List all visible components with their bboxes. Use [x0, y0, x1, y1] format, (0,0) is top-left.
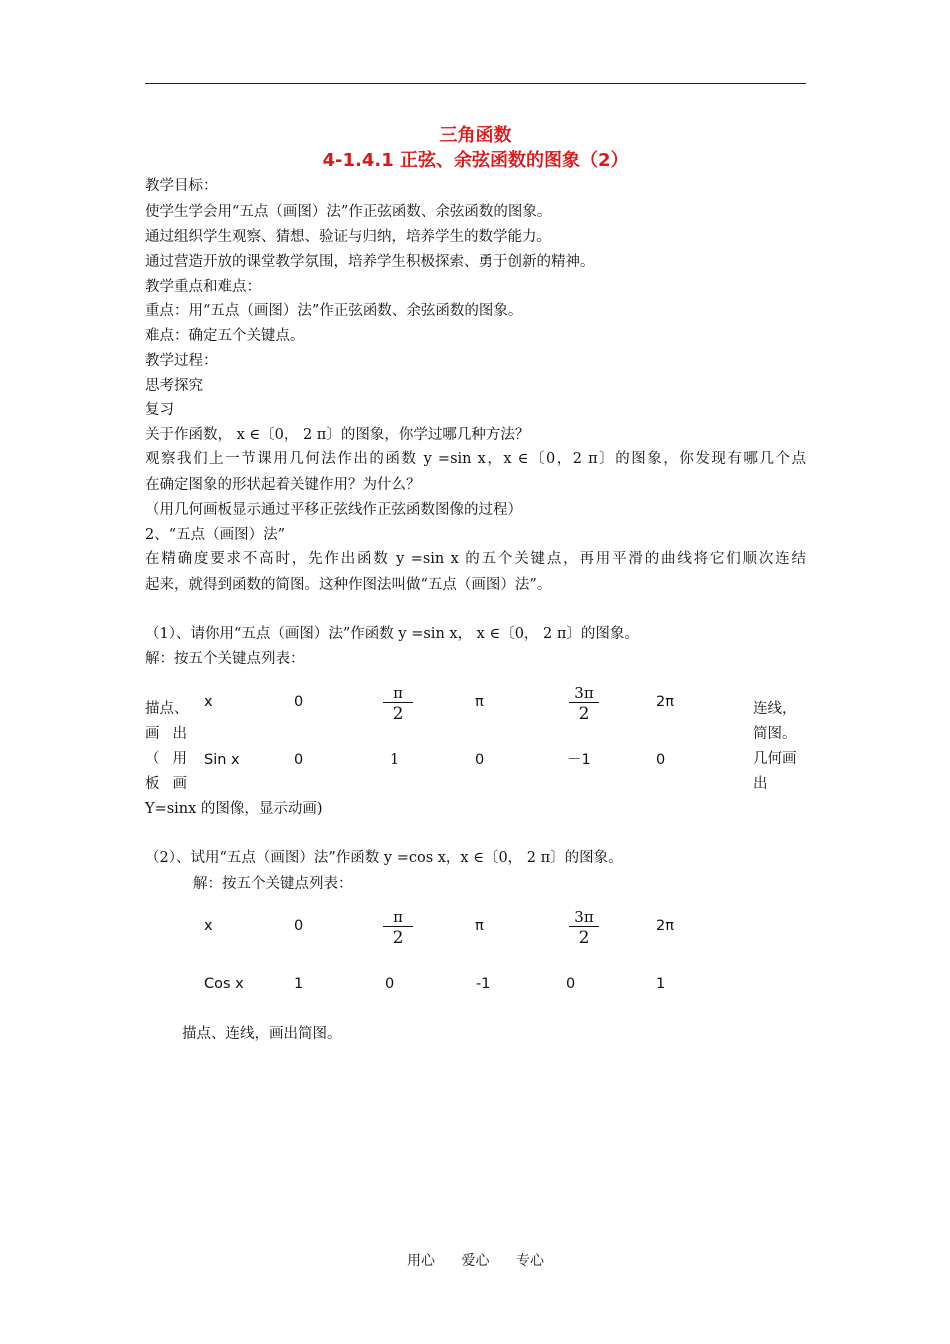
sin-table-left-bottom: Y=sinx 的图像，显示动画) — [145, 801, 323, 817]
exercise-1-solution: 解：按五个关键点列表： — [145, 651, 305, 667]
sin-table-x-3pi-over-2 — [569, 684, 599, 725]
sin-table-value: 0 — [294, 752, 304, 768]
cos-table-x-2pi: 2π — [656, 918, 674, 934]
fraction-denominator: 2 — [392, 928, 404, 948]
fraction-numerator: π — [383, 684, 413, 703]
text-line: 使学生学会用“五点（画图）法”作正弦函数、余弦函数的图象。 — [145, 204, 552, 220]
text-line: 思考探究 — [145, 378, 203, 394]
text-line: 教学重点和难点： — [145, 279, 261, 295]
fraction-numerator: 3π — [569, 908, 599, 927]
sin-table-right-line: 连线， — [753, 701, 797, 717]
section-heading: 2、“五点（画图）法” — [145, 527, 286, 543]
exercise-2-conclusion: 描点、连线，画出简图。 — [182, 1026, 342, 1042]
text-line-justified: 在精确度要求不高时，先作出函数 y =sin x 的五个关键点，再用平滑的曲线将它们顺次连结 — [145, 551, 806, 567]
sin-table-sin-label: Sin x — [204, 752, 240, 768]
cos-table-x-3pi-over-2 — [569, 908, 599, 949]
sin-table-right-line: 几何画 — [753, 751, 797, 767]
header-rule — [145, 83, 806, 84]
sin-table-right-line: 简图。 — [753, 726, 797, 742]
cos-table-x-pi-over-2 — [383, 908, 413, 949]
text-line: 在确定图象的形状起着关键作用？为什么？ — [145, 477, 421, 493]
cos-table-value: 0 — [566, 976, 576, 992]
footer-item: 爱心 — [461, 1253, 490, 1269]
sin-table-value: 1 — [390, 752, 400, 768]
fraction-numerator: π — [383, 908, 413, 927]
cos-table-value: 1 — [294, 976, 304, 992]
text-line: 重点：用“五点（画图）法”作正弦函数、余弦函数的图象。 — [145, 303, 523, 319]
cos-table-value: 0 — [385, 976, 395, 992]
text-line: 教学过程： — [145, 353, 218, 369]
text-line: 关于作函数， x ∈〔0， 2 π〕的图象，你学过哪几种方法？ — [145, 427, 530, 443]
sin-table-x-2pi: 2π — [656, 694, 674, 710]
cos-table-x-pi: π — [475, 918, 484, 934]
sin-table-value: －1 — [567, 752, 591, 768]
footer-item: 专心 — [515, 1253, 544, 1269]
page-footer — [145, 1250, 806, 1270]
exercise-1: （1）、请你用“五点（画图）法”作函数 y =sin x， x ∈〔0， 2 π〕的图象。 — [145, 626, 639, 642]
sin-table-left-line: （ 用 — [145, 751, 187, 767]
exercise-2-solution: 解：按五个关键点列表： — [193, 876, 353, 892]
cos-table-x-0: 0 — [294, 918, 304, 934]
cos-table-value: 1 — [656, 976, 666, 992]
fraction-denominator: 2 — [578, 704, 590, 724]
text-line-justified: 观察我们上一节课用几何法作出的函数 y =sin x，x ∈〔0，2 π〕的图象，你发现有哪几个点 — [145, 451, 806, 467]
cos-table-value: -1 — [476, 976, 491, 992]
sin-table-x-0: 0 — [294, 694, 304, 710]
fraction-denominator: 2 — [578, 928, 590, 948]
cos-table-x-label: x — [204, 918, 213, 934]
sin-table-left-line: 描点、 — [145, 701, 189, 717]
cos-table-cos-label: Cos x — [204, 976, 244, 992]
sin-table-left-line: 板 画 — [145, 776, 187, 792]
sin-table-left-line: 画 出 — [145, 726, 187, 742]
text-line: 复习 — [145, 402, 174, 418]
sin-table-x-pi: π — [475, 694, 484, 710]
sin-table-right-line: 出 — [753, 776, 768, 792]
sin-table-x-label: x — [204, 694, 213, 710]
text-line: 教学目标： — [145, 178, 218, 194]
text-line: 通过营造开放的课堂教学氛围，培养学生积极探索、勇于创新的精神。 — [145, 254, 595, 270]
doc-title: 三角函数 — [439, 125, 512, 146]
fraction-denominator: 2 — [392, 704, 404, 724]
sin-table-value: 0 — [656, 752, 666, 768]
text-line: 起来，就得到函数的简图。这种作图法叫做“五点（画图）法”。 — [145, 577, 552, 593]
footer-item: 用心 — [407, 1253, 436, 1269]
text-line: （用几何画板显示通过平移正弦线作正弦函数图像的过程） — [145, 502, 522, 518]
fraction-numerator: 3π — [569, 684, 599, 703]
exercise-2: （2）、试用“五点（画图）法”作函数 y =cos x，x ∈〔0， 2 π〕的图象。 — [145, 850, 623, 866]
text-line: 通过组织学生观察、猜想、验证与归纳，培养学生的数学能力。 — [145, 229, 551, 245]
doc-subtitle: 4-1.4.1 正弦、余弦函数的图象（2） — [322, 150, 629, 171]
sin-table-value: 0 — [475, 752, 485, 768]
text-line: 难点：确定五个关键点。 — [145, 328, 305, 344]
sin-table-x-pi-over-2 — [383, 684, 413, 725]
